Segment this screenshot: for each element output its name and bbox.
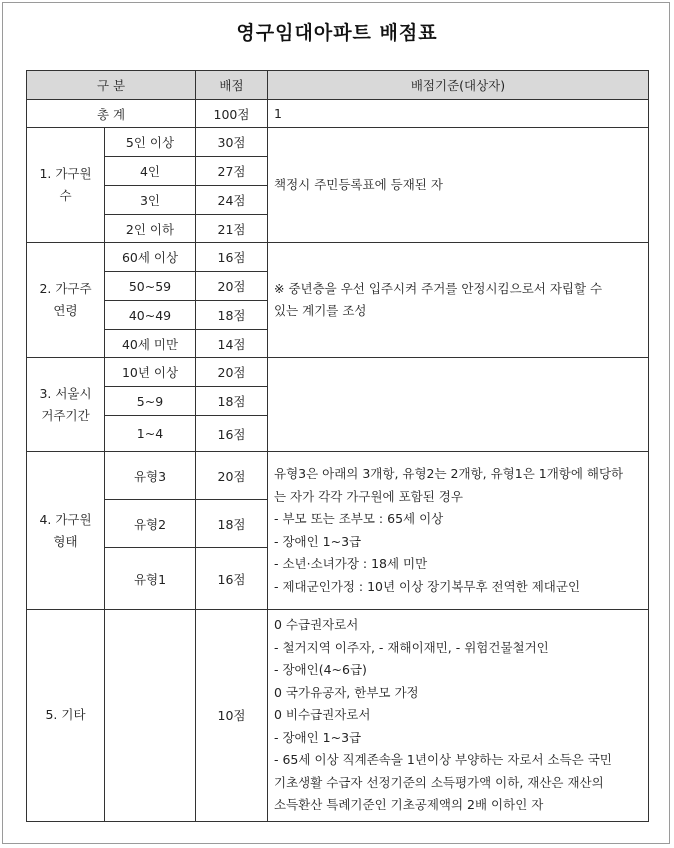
score-cell: 18점 [196,301,268,330]
criteria-line: 기초생활 수급자 선정기준의 소득평가액 이하, 재산은 재산의 [274,774,604,790]
table-row [27,128,649,157]
header-score: 배점 [196,71,268,100]
criteria-line: 책정시 주민등록표에 등재된 자 [274,176,443,192]
score-cell: 27점 [196,157,268,186]
score-cell: 24점 [196,186,268,215]
item-cell: 유형3 [105,452,196,500]
score-cell: 18점 [196,387,268,416]
category-cell [27,358,105,452]
item-cell: 40~49 [105,301,196,330]
total-criteria: 1 [268,100,649,128]
item-cell: 40세 미만 [105,330,196,358]
category-line: 4. 가구원 [39,511,92,527]
category-line: 3. 서울시 [39,385,92,401]
header-criteria: 배점기준(대상자) [268,71,649,100]
category-line: 수 [59,188,72,203]
score-cell: 10점 [196,610,268,822]
score-cell: 21점 [196,215,268,243]
item-cell: 60세 이상 [105,243,196,272]
criteria-line: ※ 중년층을 우선 입주시켜 주거를 안정시킴으로서 자립할 수 [274,280,603,296]
total-row [27,100,649,128]
criteria-line: 유형3은 아래의 3개항, 유형2는 2개항, 유형1은 1개항에 해당하 [274,466,624,481]
criteria-line: 소득환산 특례기준인 기초공제액의 2배 이하인 자 [274,797,544,812]
criteria-line: 는 자가 각각 가구원에 포함된 경우 [274,488,463,504]
criteria-line: 0 수급권자로서 [274,617,359,632]
item-cell: 유형1 [105,548,196,610]
score-cell: 18점 [196,500,268,548]
criteria-cell [268,452,649,610]
score-cell: 16점 [196,243,268,272]
table-row [27,610,649,822]
item-cell: 3인 [105,186,196,215]
criteria-line: - 장애인 1~3급 [274,533,362,549]
table-row [27,452,649,500]
criteria-line: 있는 계기를 조성 [274,303,367,318]
score-cell: 30점 [196,128,268,157]
page-title: 영구임대아파트 배점표 [236,22,438,44]
criteria-line: - 장애인(4~6급) [274,662,367,677]
category-line: 1. 가구원 [39,166,92,181]
item-cell: 5인 이상 [105,128,196,157]
score-cell: 20점 [196,358,268,387]
table-row [27,243,649,272]
category-line: 연령 [53,303,78,318]
category-cell [27,128,105,243]
category-line: 거주기간 [41,407,90,423]
category-cell [27,610,105,822]
item-cell: 50~59 [105,272,196,301]
criteria-line: - 65세 이상 직계존속을 1년이상 부양하는 자로서 소득은 국민 [274,752,612,767]
item-cell: 10년 이상 [105,358,196,387]
criteria-line: 0 국가유공자, 한부모 가정 [274,684,419,700]
criteria-cell-empty [268,358,649,452]
criteria-line: - 소년·소녀가장 : 18세 미만 [274,556,428,571]
total-label: 총 계 [27,100,196,128]
item-cell: 유형2 [105,500,196,548]
category-cell [27,452,105,610]
total-score: 100점 [196,100,268,128]
score-cell: 16점 [196,548,268,610]
category-line: 2. 가구주 [39,281,92,296]
item-cell [105,610,196,822]
header-division: 구 분 [27,71,196,100]
category-cell [27,243,105,358]
score-table [26,70,649,822]
criteria-cell [268,610,649,822]
score-cell: 20점 [196,272,268,301]
item-cell: 4인 [105,157,196,186]
criteria-line: 0 비수급권자로서 [274,707,371,722]
item-cell: 1~4 [105,416,196,452]
criteria-line: - 장애인 1~3급 [274,729,362,745]
category-line: 형태 [53,533,78,549]
table-header-row [27,71,649,100]
category-line: 5. 기타 [45,707,86,723]
criteria-cell [268,128,649,243]
score-cell: 14점 [196,330,268,358]
criteria-cell [268,243,649,358]
item-cell: 5~9 [105,387,196,416]
criteria-line: - 철거지역 이주자, - 재해이재민, - 위험건물철거인 [274,639,549,655]
criteria-line: - 부모 또는 조부모 : 65세 이상 [274,511,444,526]
score-cell: 20점 [196,452,268,500]
score-cell: 16점 [196,416,268,452]
table-row [27,358,649,387]
criteria-line: - 제대군인가정 : 10년 이상 장기복무후 전역한 제대군인 [274,578,581,594]
item-cell: 2인 이하 [105,215,196,243]
